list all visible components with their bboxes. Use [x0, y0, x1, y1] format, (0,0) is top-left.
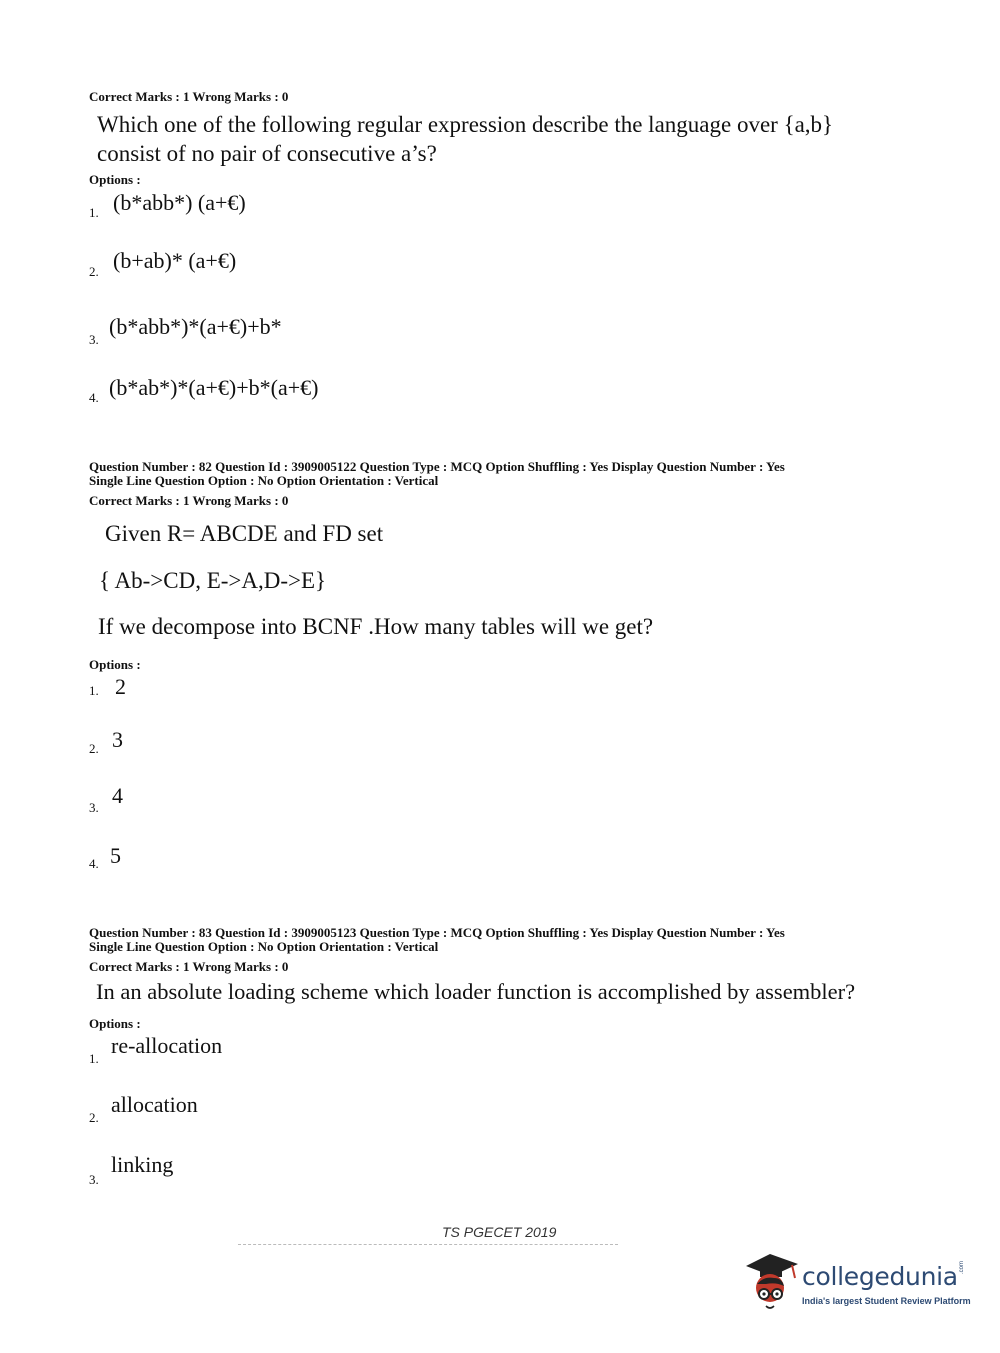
q82-option-1-number: 1. [89, 683, 99, 698]
q82-option-1-text: 2 [115, 674, 126, 699]
q83-option-3-number: 3. [89, 1172, 99, 1187]
q81-option-4-text: (b*ab*)*(a+€)+b*(a+€) [109, 375, 319, 400]
q82-text-line2: { Ab->CD, E->A,D->E} [99, 568, 327, 593]
q82-text-line3: If we decompose into BCNF .How many tables will we get? [98, 614, 654, 639]
q82-text-line1: Given R= ABCDE and FD set [105, 521, 384, 546]
q82-option-3-text: 4 [112, 783, 123, 808]
mascot-graduate-icon [740, 1248, 802, 1316]
q82-option-4-number: 4. [89, 856, 99, 871]
q83-option-1-number: 1. [89, 1051, 99, 1066]
q81-options-label: Options : [89, 172, 141, 187]
q82-header-line1: Question Number : 82 Question Id : 3909005122 Question Type : MCQ Option Shuffling : Yes Display Question Number : Yes [89, 459, 785, 474]
q83-option-2-text: allocation [111, 1092, 198, 1117]
q83-option-3-text: linking [111, 1152, 174, 1177]
q83-option-1-text: re-allocation [111, 1033, 223, 1058]
q81-text-line1: Which one of the following regular expression describe the language over {a,b} [97, 112, 834, 137]
q83-header-line2: Single Line Question Option : No Option Orientation : Vertical [89, 939, 439, 954]
q81-option-3-text: (b*abb*)*(a+€)+b* [109, 314, 282, 339]
footer-exam-title: TS PGECET 2019 [442, 1224, 557, 1240]
q83-options-label: Options : [89, 1016, 141, 1031]
q82-header-line2: Single Line Question Option : No Option Orientation : Vertical [89, 473, 439, 488]
q81-option-2-number: 2. [89, 264, 99, 279]
q83-marks: Correct Marks : 1 Wrong Marks : 0 [89, 959, 289, 974]
q83-text-line1: In an absolute loading scheme which loader function is accomplished by assembler? [96, 979, 856, 1004]
q81-marks: Correct Marks : 1 Wrong Marks : 0 [89, 89, 289, 104]
q82-option-2-text: 3 [112, 727, 123, 752]
logo-brand-name: collegedunia [802, 1262, 958, 1291]
q81-option-3-number: 3. [89, 332, 99, 347]
logo-brand-suffix: .com [959, 1260, 965, 1274]
q82-options-label: Options : [89, 657, 141, 672]
q83-option-2-number: 2. [89, 1110, 99, 1125]
q83-header-line1: Question Number : 83 Question Id : 3909005123 Question Type : MCQ Option Shuffling : Yes Display Question Number : Yes [89, 925, 785, 940]
q82-option-3-number: 3. [89, 800, 99, 815]
logo-tagline: India's largest Student Review Platform [802, 1296, 971, 1306]
q81-option-2-text: (b+ab)* (a+€) [113, 248, 237, 273]
footer-divider [238, 1244, 618, 1245]
collegedunia-logo [740, 1248, 976, 1316]
q82-marks: Correct Marks : 1 Wrong Marks : 0 [89, 493, 289, 508]
q81-option-1-text: (b*abb*) (a+€) [113, 190, 246, 215]
q81-option-4-number: 4. [89, 390, 99, 405]
q82-option-2-number: 2. [89, 741, 99, 756]
q81-option-1-number: 1. [89, 205, 99, 220]
q82-option-4-text: 5 [110, 843, 121, 868]
q81-text-line2: consist of no pair of consecutive a’s? [97, 141, 437, 166]
